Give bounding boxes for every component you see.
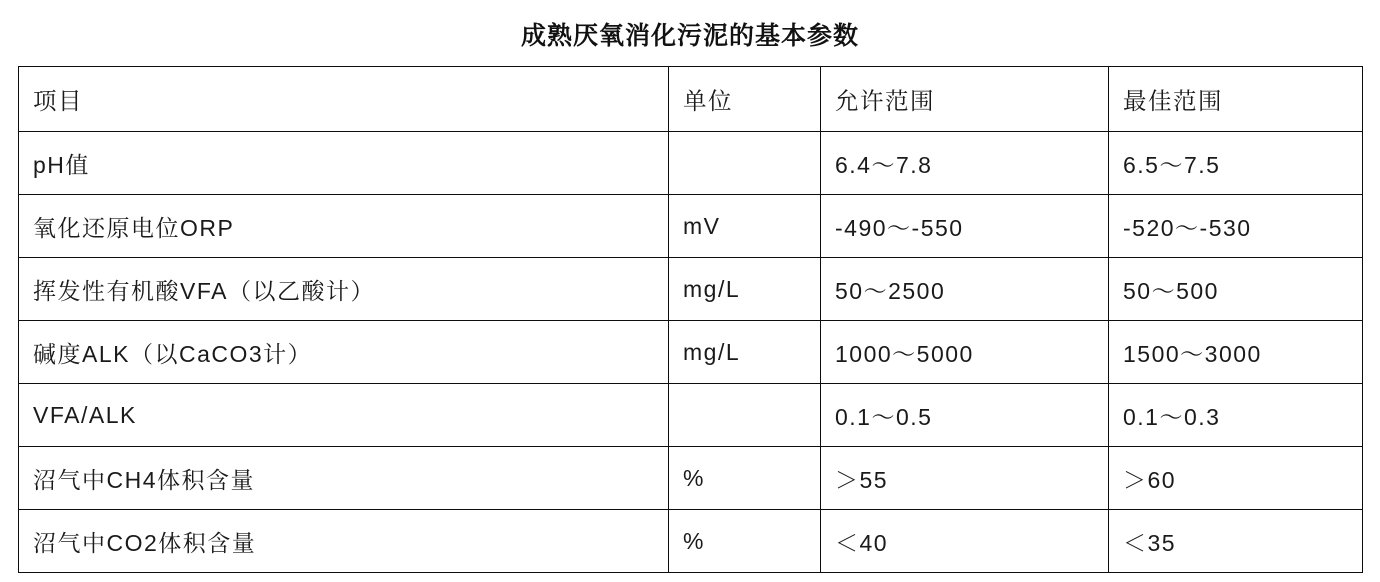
cell-optimal-range: 1500～3000: [1109, 321, 1363, 384]
cell-optimal-range: 6.5～7.5: [1109, 132, 1363, 195]
cell-allowed-range: 50～2500: [821, 258, 1109, 321]
cell-unit: %: [669, 447, 821, 510]
cell-item: 挥发性有机酸VFA（以乙酸计）: [19, 258, 669, 321]
cell-allowed-range: ＞55: [821, 447, 1109, 510]
table-row: [19, 447, 1363, 510]
cell-optimal-range: ＞60: [1109, 447, 1363, 510]
cell-unit: mg/L: [669, 258, 821, 321]
cell-item: 碱度ALK（以CaCO3计）: [19, 321, 669, 384]
parameters-table: [18, 66, 1363, 573]
table-row: [19, 321, 1363, 384]
cell-allowed-range: -490～-550: [821, 195, 1109, 258]
table-header-row: [19, 67, 1363, 132]
column-header-unit: 单位: [669, 67, 821, 132]
table-row: [19, 195, 1363, 258]
cell-item: 沼气中CO2体积含量: [19, 510, 669, 573]
cell-item: VFA/ALK: [19, 384, 669, 447]
cell-item: 氧化还原电位ORP: [19, 195, 669, 258]
cell-allowed-range: 0.1～0.5: [821, 384, 1109, 447]
table-row: [19, 132, 1363, 195]
cell-allowed-range: ＜40: [821, 510, 1109, 573]
cell-allowed-range: 6.4～7.8: [821, 132, 1109, 195]
cell-unit: %: [669, 510, 821, 573]
table-row: [19, 258, 1363, 321]
cell-allowed-range: 1000～5000: [821, 321, 1109, 384]
cell-unit: mV: [669, 195, 821, 258]
column-header-allowed-range: 允许范围: [821, 67, 1109, 132]
cell-unit: [669, 384, 821, 447]
cell-optimal-range: -520～-530: [1109, 195, 1363, 258]
table-row: [19, 510, 1363, 573]
table-container: [0, 66, 1380, 573]
column-header-optimal-range: 最佳范围: [1109, 67, 1363, 132]
cell-unit: mg/L: [669, 321, 821, 384]
cell-optimal-range: 50～500: [1109, 258, 1363, 321]
cell-item: pH值: [19, 132, 669, 195]
table-row: [19, 384, 1363, 447]
cell-item: 沼气中CH4体积含量: [19, 447, 669, 510]
cell-unit: [669, 132, 821, 195]
column-header-item: 项目: [19, 67, 669, 132]
cell-optimal-range: ＜35: [1109, 510, 1363, 573]
page-title: 成熟厌氧消化污泥的基本参数: [520, 22, 859, 50]
cell-optimal-range: 0.1～0.3: [1109, 384, 1363, 447]
